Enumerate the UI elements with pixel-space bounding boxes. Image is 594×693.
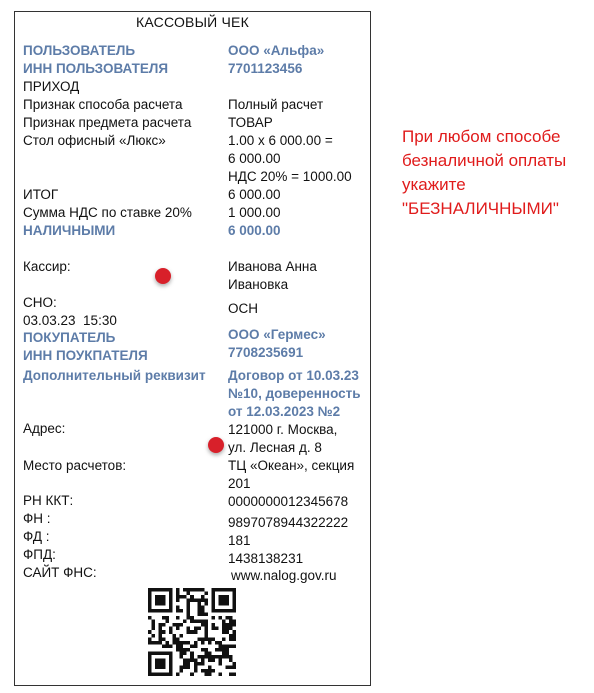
item-name: Стол офисный «Люкс» bbox=[23, 133, 166, 148]
total-value: 6 000.00 bbox=[228, 187, 281, 202]
place-line2: 201 bbox=[228, 476, 251, 491]
extra-requisite-line2: №10, доверенность bbox=[228, 386, 361, 401]
cash-value: 6 000.00 bbox=[228, 223, 281, 238]
subject-label: Признак предмета расчета bbox=[23, 115, 192, 130]
item-calc-line1: 1.00 х 6 000.00 = bbox=[228, 133, 333, 148]
user-label: ПОЛЬЗОВАТЕЛЬ bbox=[23, 43, 136, 58]
marker-dot-cashier bbox=[155, 268, 171, 284]
cashier-line2: Ивановка bbox=[228, 277, 289, 292]
buyer-inn-label: ИНН ПОУКПАТЕЛЯ bbox=[23, 348, 148, 363]
sno-label: СНО: bbox=[23, 295, 57, 310]
note-line2: безналичной оплаты bbox=[402, 151, 567, 170]
cashier-line1: Иванова Анна bbox=[228, 259, 317, 274]
place-line1: ТЦ «Океан», секция bbox=[228, 458, 355, 473]
user-inn-label: ИНН ПОЛЬЗОВАТЕЛЯ bbox=[23, 61, 169, 76]
cash-receipt bbox=[14, 11, 371, 686]
extra-requisite-label: Дополнительный реквизит bbox=[23, 368, 206, 383]
cashier-label: Кассир: bbox=[23, 259, 71, 274]
payment-method-label: Признак способа расчета bbox=[23, 97, 183, 112]
note-line1: При любом способе bbox=[402, 127, 561, 146]
sno-value: ОСН bbox=[228, 301, 258, 316]
cash-label: НАЛИЧНЫМИ bbox=[23, 223, 116, 238]
receipt-title: КАССОВЫЙ ЧЕК bbox=[136, 14, 249, 30]
place-label: Место расчетов: bbox=[23, 458, 127, 473]
vat-sum-value: 1 000.00 bbox=[228, 205, 281, 220]
rn-kkt-value: 0000000012345678 bbox=[228, 494, 349, 509]
address-line1: 121000 г. Москва, bbox=[228, 422, 338, 437]
vat-sum-label: Сумма НДС по ставке 20% bbox=[23, 205, 192, 220]
buyer-inn-value: 7708235691 bbox=[228, 345, 304, 360]
extra-requisite-line1: Договор от 10.03.23 bbox=[228, 368, 359, 383]
buyer-value: ООО «Гермес» bbox=[228, 327, 326, 342]
user-value: ООО «Альфа» bbox=[228, 43, 325, 58]
address-line2: ул. Лесная д. 8 bbox=[228, 440, 322, 455]
item-vat: НДС 20% = 1000.00 bbox=[228, 169, 352, 184]
note-line4: "БЕЗНАЛИЧНЫМИ" bbox=[402, 199, 559, 218]
site-label: САЙТ ФНС: bbox=[23, 565, 97, 580]
extra-requisite-line3: от 12.03.2023 №2 bbox=[228, 404, 341, 419]
total-label: ИТОГ bbox=[23, 187, 59, 202]
qr-code-icon bbox=[148, 588, 236, 676]
fpd-label: ФПД: bbox=[23, 547, 56, 562]
instruction-note bbox=[402, 125, 592, 221]
note-line3: укажите bbox=[402, 175, 466, 194]
fn-value: 9897078944322222 bbox=[228, 515, 349, 530]
receipt-datetime: 03.03.23 15:30 bbox=[23, 313, 117, 328]
fd-value: 181 bbox=[228, 533, 251, 548]
fd-label: ФД : bbox=[23, 529, 50, 544]
address-label: Адрес: bbox=[23, 421, 66, 436]
payment-method-value: Полный расчет bbox=[228, 97, 324, 112]
user-inn-value: 7701123456 bbox=[228, 61, 303, 76]
fn-label: ФН : bbox=[23, 511, 51, 526]
subject-value: ТОВАР bbox=[228, 115, 273, 130]
fpd-value: 1438138231 bbox=[228, 551, 304, 566]
rn-kkt-label: РН ККТ: bbox=[23, 493, 74, 508]
marker-dot-address bbox=[208, 437, 224, 453]
item-calc-line2: 6 000.00 bbox=[228, 151, 281, 166]
site-value: www.nalog.gov.ru bbox=[231, 568, 337, 583]
buyer-label: ПОКУПАТЕЛЬ bbox=[23, 330, 116, 345]
operation-type: ПРИХОД bbox=[23, 79, 80, 94]
